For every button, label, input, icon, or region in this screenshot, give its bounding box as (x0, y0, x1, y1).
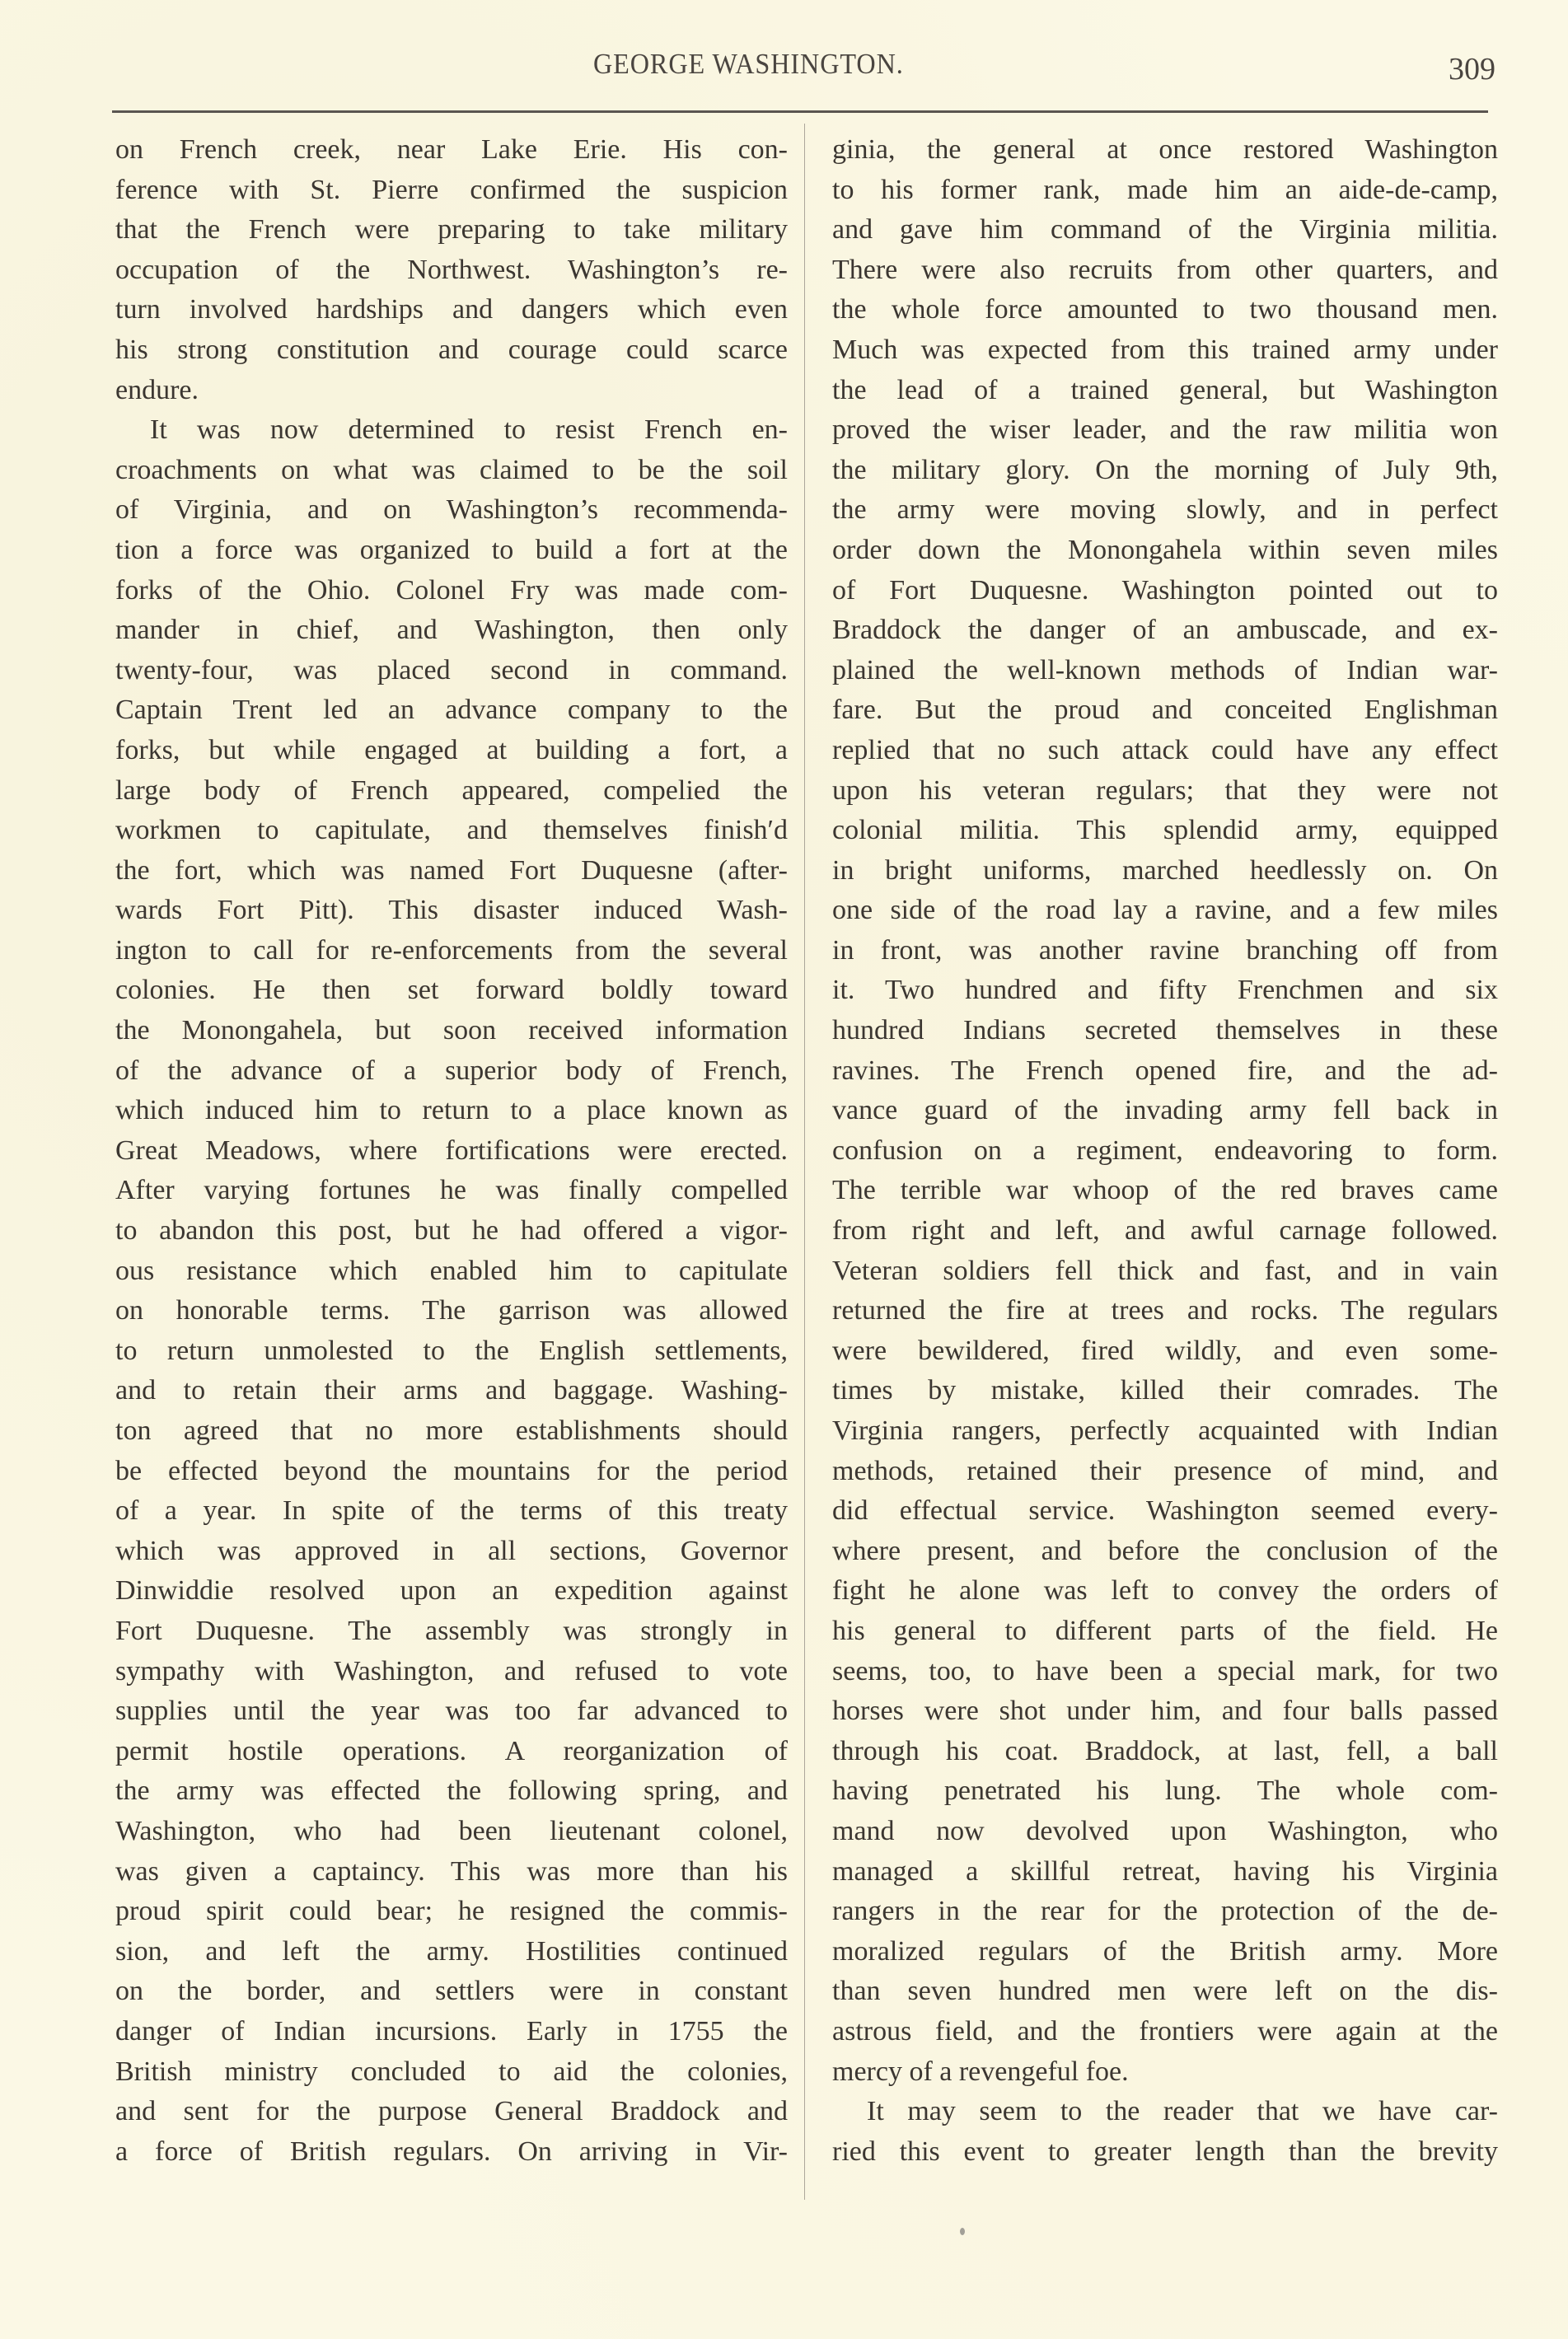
text-line: were bewildered, fired wildly, and even some- (832, 1335, 1498, 1366)
text-line: Dinwiddie resolved upon an expedition against (115, 1575, 788, 1607)
text-line: methods, retained their presence of mind, and (832, 1455, 1498, 1486)
text-line: mand now devolved upon Washington, who (832, 1815, 1498, 1846)
text-line: ington to call for re-enforcements from the several (115, 934, 788, 966)
text-line: replied that no such attack could have any effect (832, 734, 1498, 765)
text-line: in front, was another ravine branching off from (832, 934, 1498, 966)
text-line: Washington, who had been lieutenant colonel, (115, 1815, 788, 1846)
text-line: having penetrated his lung. The whole com- (832, 1775, 1498, 1807)
text-line: that the French were preparing to take military (115, 214, 788, 246)
column-divider (804, 124, 805, 2200)
text-line: Fort Duquesne. The assembly was strongly in (115, 1615, 788, 1646)
text-line: Great Meadows, where fortifications were erected. (115, 1134, 788, 1166)
text-line: horses were shot under him, and four balls passed (832, 1696, 1498, 1727)
text-line: on honorable terms. The garrison was allowed (115, 1295, 788, 1326)
ink-speck (960, 2228, 965, 2235)
text-line: where present, and before the conclusion of the (832, 1535, 1498, 1566)
text-line: ried this event to greater length than the brevity (832, 2136, 1498, 2167)
text-line: his strong constitution and courage could scarce (115, 334, 788, 365)
text-line: ravines. The French opened fire, and the ad- (832, 1055, 1498, 1086)
running-head (0, 48, 1568, 89)
text-line: croachments on what was claimed to be the soil (115, 454, 788, 485)
text-line: occupation of the Northwest. Washington’s re- (115, 254, 788, 285)
text-line: returned the fire at trees and rocks. The regulars (832, 1295, 1498, 1326)
text-line: it. Two hundred and fifty Frenchmen and six (832, 975, 1498, 1006)
text-line: on the border, and settlers were in constant (115, 1976, 788, 2007)
text-line: in bright uniforms, marched heedlessly on. On (832, 854, 1498, 886)
text-line: endure. (115, 374, 199, 405)
text-line: Virginia rangers, perfectly acquainted with Indian (832, 1415, 1498, 1446)
text-line: proved the wiser leader, and the raw militia won (832, 414, 1498, 446)
text-line: sion, and left the army. Hostilities continued (115, 1935, 788, 1967)
text-line: colonial militia. This splendid army, equipped (832, 815, 1498, 846)
text-line: wards Fort Pitt). This disaster induced Wash- (115, 895, 788, 926)
text-line: of a year. In spite of the terms of this treaty (115, 1495, 788, 1527)
text-line: on French creek, near Lake Erie. His con- (115, 134, 788, 165)
text-line: plained the well-known methods of Indian war- (832, 654, 1498, 685)
text-line: large body of French appeared, compelied the (115, 774, 788, 806)
text-line: the whole force amounted to two thousand men. (832, 294, 1498, 325)
text-line: order down the Monongahela within seven miles (832, 534, 1498, 565)
text-line: danger of Indian incursions. Early in 1755 the (115, 2015, 788, 2047)
text-line: did effectual service. Washington seemed every- (832, 1495, 1498, 1527)
text-line: supplies until the year was too far advanced to (115, 1696, 788, 1727)
text-line: the army were moving slowly, and in perfect (832, 494, 1498, 526)
text-line: of the advance of a superior body of French, (115, 1055, 788, 1086)
text-line: which induced him to return to a place known as (115, 1095, 788, 1126)
text-line: colonies. He then set forward boldly toward (115, 975, 788, 1006)
text-line: and to retain their arms and baggage. Washing- (115, 1375, 788, 1406)
text-line: ginia, the general at once restored Washington (832, 134, 1498, 165)
text-line: astrous field, and the frontiers were again at the (832, 2015, 1498, 2047)
page-number: 309 (1449, 52, 1495, 87)
text-line: hundred Indians secreted themselves in these (832, 1015, 1498, 1046)
text-line: one side of the road lay a ravine, and a few miles (832, 895, 1498, 926)
text-line: permit hostile operations. A reorganization of (115, 1735, 788, 1766)
text-line: and gave him command of the Virginia militia. (832, 214, 1498, 246)
text-line: Much was expected from this trained army under (832, 334, 1498, 365)
text-line: the lead of a trained general, but Washington (832, 374, 1498, 405)
text-line: the army was effected the following spring, and (115, 1775, 788, 1807)
text-line: a force of British regulars. On arriving in Vir- (115, 2136, 788, 2167)
text-line: to abandon this post, but he had offered a vigor- (115, 1215, 788, 1247)
text-line: fare. But the proud and conceited Englishman (832, 695, 1498, 726)
text-line: The terrible war whoop of the red braves came (832, 1175, 1498, 1206)
text-line: sympathy with Washington, and refused to vote (115, 1655, 788, 1686)
text-line: from right and left, and awful carnage followed. (832, 1215, 1498, 1247)
header-rule (112, 110, 1488, 113)
text-line: the Monongahela, but soon received information (115, 1015, 788, 1046)
text-line: Captain Trent led an advance company to the (115, 695, 788, 726)
text-line: workmen to capitulate, and themselves finish′d (115, 815, 788, 846)
text-line: the fort, which was named Fort Duquesne (after- (115, 854, 788, 886)
text-line: moralized regulars of the British army. More (832, 1935, 1498, 1967)
text-line: mander in chief, and Washington, then only (115, 615, 788, 646)
text-line: to his former rank, made him an aide-de-camp, (832, 174, 1498, 205)
text-line: be effected beyond the mountains for the period (115, 1455, 788, 1486)
text-line: It may seem to the reader that we have car- (867, 2096, 1498, 2127)
running-title: GEORGE WASHINGTON. (593, 48, 904, 80)
text-line: and sent for the purpose General Braddock and (115, 2096, 788, 2127)
text-line: turn involved hardships and dangers which even (115, 294, 788, 325)
left-column (115, 130, 788, 2172)
text-line: proud spirit could bear; he resigned the commis- (115, 1896, 788, 1927)
text-line: to return unmolested to the English settlements, (115, 1335, 788, 1366)
text-line: forks of the Ohio. Colonel Fry was made com- (115, 574, 788, 606)
text-line: ton agreed that no more establishments should (115, 1415, 788, 1446)
text-line: ous resistance which enabled him to capitulate (115, 1255, 788, 1286)
text-line: fight he alone was left to convey the orders of (832, 1575, 1498, 1607)
text-line: British ministry concluded to aid the colonies, (115, 2056, 788, 2087)
text-line: There were also recruits from other quarters, and (832, 254, 1498, 285)
text-line: twenty-four, was placed second in command. (115, 654, 788, 685)
text-line: the military glory. On the morning of July 9th, (832, 454, 1498, 485)
text-line: ference with St. Pierre confirmed the suspicion (115, 174, 788, 205)
text-line: which was approved in all sections, Governor (115, 1535, 788, 1566)
text-line: After varying fortunes he was finally compelled (115, 1175, 788, 1206)
text-line: forks, but while engaged at building a fort, a (115, 734, 788, 765)
text-line: through his coat. Braddock, at last, fell, a ball (832, 1735, 1498, 1766)
text-line: than seven hundred men were left on the dis- (832, 1976, 1498, 2007)
right-column (832, 130, 1498, 2172)
text-line: times by mistake, killed their comrades. The (832, 1375, 1498, 1406)
text-line: of Virginia, and on Washington’s recommenda- (115, 494, 788, 526)
text-line: upon his veteran regulars; that they were not (832, 774, 1498, 806)
text-line: It was now determined to resist French en- (150, 414, 788, 446)
text-line: seems, too, to have been a special mark, for two (832, 1655, 1498, 1686)
text-line: rangers in the rear for the protection of the de- (832, 1896, 1498, 1927)
text-line: Braddock the danger of an ambuscade, and ex- (832, 615, 1498, 646)
text-line: mercy of a revengeful foe. (832, 2056, 1129, 2087)
text-line: tion a force was organized to build a fort at the (115, 534, 788, 565)
text-line: vance guard of the invading army fell back in (832, 1095, 1498, 1126)
text-line: his general to different parts of the field. He (832, 1615, 1498, 1646)
text-line: Veteran soldiers fell thick and fast, and in vain (832, 1255, 1498, 1286)
text-line: confusion on a regiment, endeavoring to form. (832, 1134, 1498, 1166)
text-line: of Fort Duquesne. Washington pointed out to (832, 574, 1498, 606)
text-line: managed a skillful retreat, having his Virginia (832, 1855, 1498, 1887)
text-line: was given a captaincy. This was more than his (115, 1855, 788, 1887)
